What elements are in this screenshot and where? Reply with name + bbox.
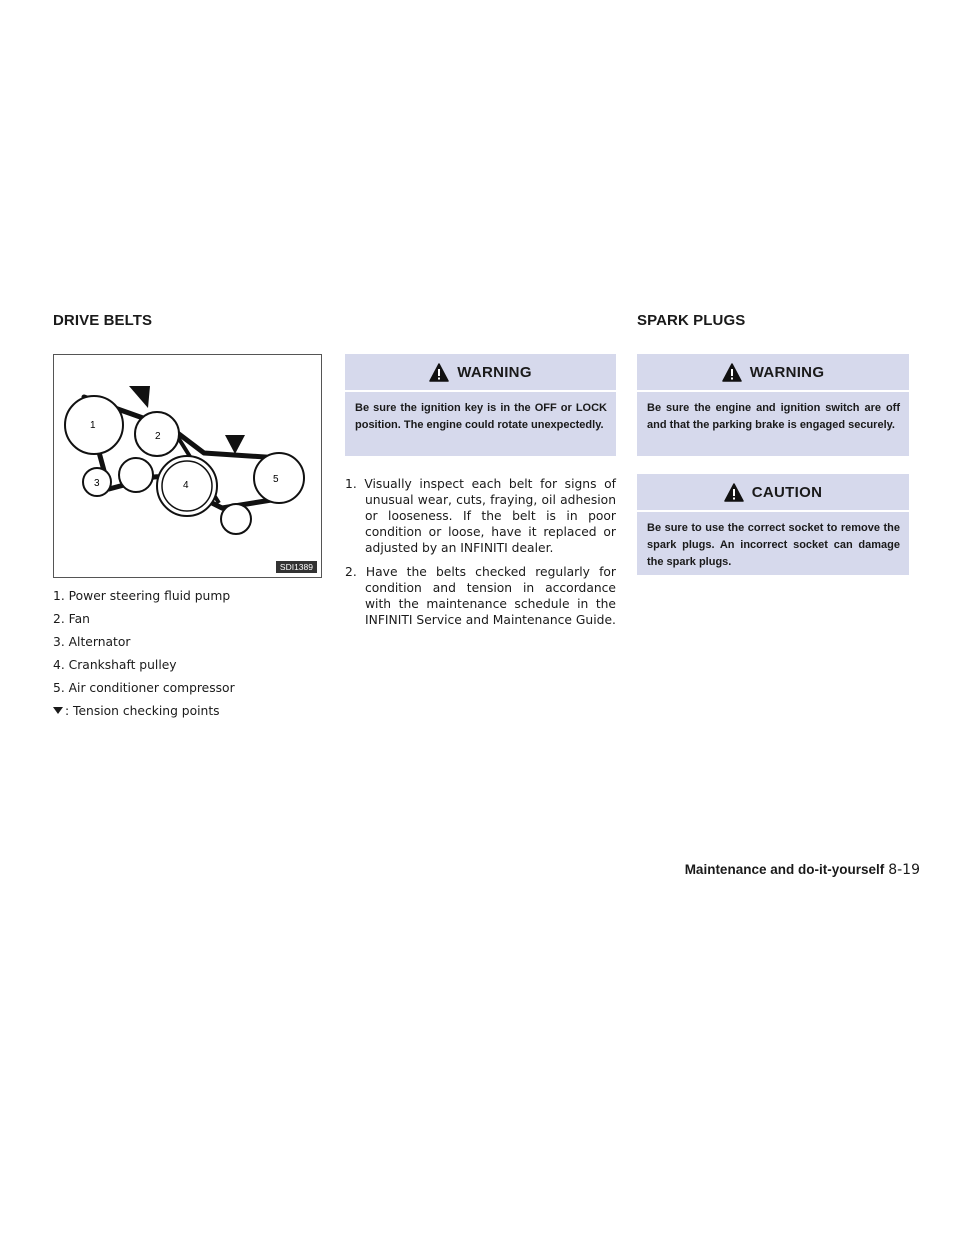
inspection-steps: [345, 476, 616, 636]
page-number: 8-19: [888, 862, 920, 878]
tension-arrow-icon: [129, 386, 150, 408]
tension-arrow-icon: [225, 435, 245, 454]
belt-routing-svg: [54, 355, 321, 577]
caution-icon: [724, 483, 744, 502]
legend-item-tension: [53, 703, 323, 726]
legend-item: 2. Fan: [53, 612, 90, 626]
warning-icon: [722, 363, 742, 382]
step-item: 2. Have the belts checked regularly for condition and tension in accordance with the maintenance schedule in the INFINITI Service and Maintenance Guide.: [345, 565, 616, 627]
label-4: 4: [183, 480, 189, 491]
pulley-lower: [221, 504, 251, 534]
heading-spark-plugs: SPARK PLUGS: [637, 312, 746, 329]
legend-item: 5. Air conditioner compressor: [53, 681, 235, 695]
warning-title: WARNING: [457, 363, 532, 381]
warning-box-plugs: [637, 354, 909, 456]
diagram-legend: [53, 588, 323, 726]
warning-box-belts: [345, 354, 616, 456]
warning-text: Be sure the engine and ignition switch are off and that the parking brake is engaged securely.: [647, 402, 900, 431]
step-item: 1. Visually inspect each belt for signs of unusual wear, cuts, fraying, oil adhesion or looseness. If the belt is in poor condition or loose, have it replaced or adjusted by an INFINITI dealer.: [345, 477, 616, 555]
label-5: 5: [273, 474, 279, 485]
heading-drive-belts: DRIVE BELTS: [53, 312, 153, 329]
warning-title: WARNING: [749, 363, 825, 381]
warning-icon: [429, 363, 449, 382]
pulley-idler: [119, 458, 153, 492]
label-2: 2: [155, 431, 161, 442]
label-1: 1: [90, 420, 96, 431]
caution-title: CAUTION: [751, 483, 823, 501]
legend-item: 3. Alternator: [53, 635, 131, 649]
footer-section-title: Maintenance and do-it-yourself: [684, 862, 885, 877]
legend-item: 4. Crankshaft pulley: [53, 658, 177, 672]
caution-box-plugs: [637, 474, 909, 575]
label-3: 3: [94, 478, 100, 489]
warning-text: Be sure the ignition key is in the OFF or LOCK position. The engine could rotate unexpectedly.: [355, 402, 607, 431]
caution-text: Be sure to use the correct socket to remove the spark plugs. An incorrect socket can damage the spark plugs.: [647, 522, 900, 568]
drive-belt-diagram: [53, 354, 322, 578]
tension-note: : Tension checking points: [65, 704, 220, 718]
pulley-5: [254, 453, 304, 503]
page-footer: [685, 862, 920, 878]
legend-item: 1. Power steering fluid pump: [53, 589, 231, 603]
figure-code: SDI1389: [276, 561, 317, 573]
arrow-down-icon: [53, 707, 63, 714]
